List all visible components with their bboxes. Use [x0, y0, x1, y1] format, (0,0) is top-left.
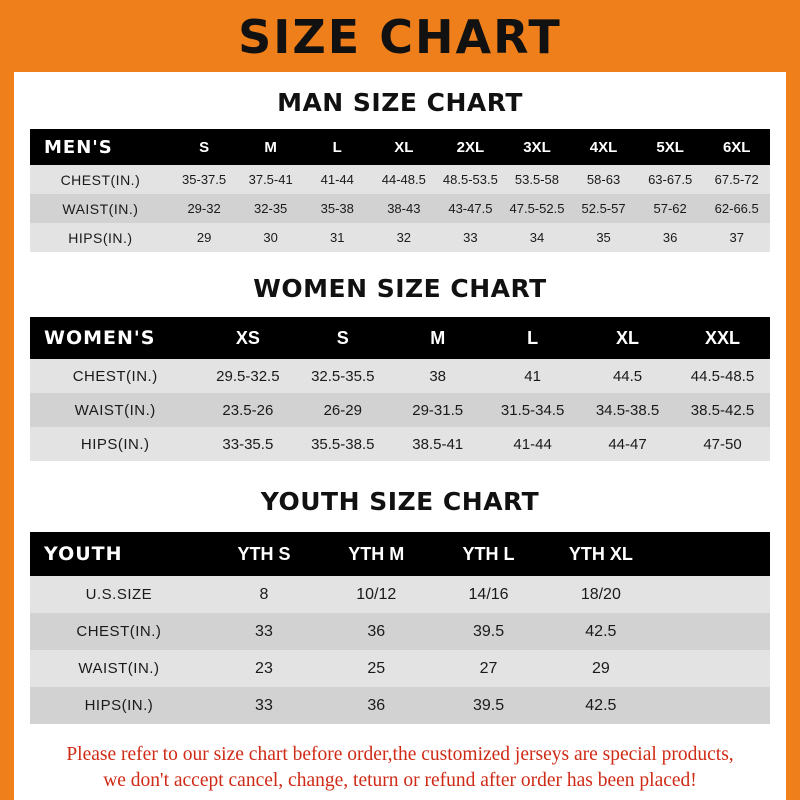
cell: 41-44 [485, 427, 580, 461]
cell: 29 [545, 650, 657, 687]
cell: 37.5-41 [237, 165, 304, 194]
row-label-hips: HIPS(IN.) [30, 427, 200, 461]
cell: 35.5-38.5 [295, 427, 390, 461]
cell: 29-32 [171, 194, 238, 223]
cell: 23 [208, 650, 320, 687]
column-header-yth-l: YTH L [432, 532, 544, 576]
cell: 37 [703, 223, 770, 252]
cell: 38.5-41 [390, 427, 485, 461]
cell: 27 [432, 650, 544, 687]
column-header-yth-m: YTH M [320, 532, 432, 576]
cell: 44-47 [580, 427, 675, 461]
column-header-yth-s: YTH S [208, 532, 320, 576]
row-label-chest: CHEST(IN.) [30, 613, 208, 650]
cell: 42.5 [545, 613, 657, 650]
cell: 34.5-38.5 [580, 393, 675, 427]
cell: 33-35.5 [200, 427, 295, 461]
cell: 30 [237, 223, 304, 252]
cell: 44-48.5 [371, 165, 438, 194]
column-header-yth-xl: YTH XL [545, 532, 657, 576]
cell: 58-63 [570, 165, 637, 194]
note-line-2: we don't accept cancel, change, teturn or refund after order has been placed! [103, 770, 697, 792]
cell: 36 [637, 223, 704, 252]
cell-spacer [657, 576, 770, 613]
table-header-row [30, 317, 770, 359]
cell: 29-31.5 [390, 393, 485, 427]
cell: 48.5-53.5 [437, 165, 504, 194]
cell: 41-44 [304, 165, 371, 194]
row-label-waist: WAIST(IN.) [30, 650, 208, 687]
table-row [30, 165, 770, 194]
cell: 44.5 [580, 359, 675, 393]
women-section-title: WOMEN SIZE CHART [253, 274, 547, 303]
cell: 32 [371, 223, 438, 252]
cell: 34 [504, 223, 571, 252]
column-header-s: S [295, 317, 390, 359]
cell: 31 [304, 223, 371, 252]
cell: 52.5-57 [570, 194, 637, 223]
banner [0, 0, 800, 72]
cell: 67.5-72 [703, 165, 770, 194]
column-header-2xl: 2XL [437, 129, 504, 165]
youth-section-title: YOUTH SIZE CHART [260, 487, 540, 516]
cell: 8 [208, 576, 320, 613]
table-row [30, 393, 770, 427]
cell: 18/20 [545, 576, 657, 613]
cell: 33 [437, 223, 504, 252]
cell: 62-66.5 [703, 194, 770, 223]
column-header-s: S [171, 129, 238, 165]
row-label-hips: HIPS(IN.) [30, 223, 171, 252]
table-header-row [30, 532, 770, 576]
column-header-6xl: 6XL [703, 129, 770, 165]
table-row [30, 613, 770, 650]
note-line-1: Please refer to our size chart before order,the customized jerseys are special products, [66, 744, 734, 765]
column-header-3xl: 3XL [504, 129, 571, 165]
cell: 35 [570, 223, 637, 252]
cell: 57-62 [637, 194, 704, 223]
cell: 32-35 [237, 194, 304, 223]
cell-spacer [657, 650, 770, 687]
cell: 63-67.5 [637, 165, 704, 194]
cell: 44.5-48.5 [675, 359, 770, 393]
cell: 33 [208, 613, 320, 650]
cell: 39.5 [432, 613, 544, 650]
women-size-table [30, 317, 770, 461]
cell: 47-50 [675, 427, 770, 461]
cell: 33 [208, 687, 320, 724]
youth-size-table [30, 532, 770, 724]
cell: 38-43 [371, 194, 438, 223]
column-header-mens: MEN'S [30, 129, 171, 165]
row-label-chest: CHEST(IN.) [30, 165, 171, 194]
cell: 35-38 [304, 194, 371, 223]
cell: 36 [320, 613, 432, 650]
man-size-table [30, 129, 770, 252]
cell: 53.5-58 [504, 165, 571, 194]
cell: 41 [485, 359, 580, 393]
row-label-hips: HIPS(IN.) [30, 687, 208, 724]
column-header-m: M [390, 317, 485, 359]
column-header-l: L [304, 129, 371, 165]
page-title: SIZE CHART [238, 10, 562, 64]
column-header-womens: WOMEN'S [30, 317, 200, 359]
cell: 38 [390, 359, 485, 393]
column-header-xs: XS [200, 317, 295, 359]
cell: 14/16 [432, 576, 544, 613]
column-header-5xl: 5XL [637, 129, 704, 165]
column-header-youth: YOUTH [30, 532, 208, 576]
cell: 25 [320, 650, 432, 687]
man-section-title: MAN SIZE CHART [277, 88, 523, 117]
cell: 42.5 [545, 687, 657, 724]
table-row [30, 687, 770, 724]
table-row [30, 223, 770, 252]
cell: 29.5-32.5 [200, 359, 295, 393]
column-header-spacer [657, 532, 770, 576]
row-label-waist: WAIST(IN.) [30, 194, 171, 223]
column-header-l: L [485, 317, 580, 359]
order-policy-note [30, 742, 770, 795]
table-row [30, 427, 770, 461]
table-row [30, 576, 770, 613]
cell-spacer [657, 613, 770, 650]
cell: 23.5-26 [200, 393, 295, 427]
table-header-row [30, 129, 770, 165]
column-header-xxl: XXL [675, 317, 770, 359]
cell: 47.5-52.5 [504, 194, 571, 223]
column-header-xl: XL [580, 317, 675, 359]
cell: 26-29 [295, 393, 390, 427]
cell: 39.5 [432, 687, 544, 724]
cell: 36 [320, 687, 432, 724]
column-header-4xl: 4XL [570, 129, 637, 165]
cell: 31.5-34.5 [485, 393, 580, 427]
cell-spacer [657, 687, 770, 724]
row-label-us-size: U.S.SIZE [30, 576, 208, 613]
table-row [30, 359, 770, 393]
content [14, 88, 786, 795]
cell: 35-37.5 [171, 165, 238, 194]
cell: 29 [171, 223, 238, 252]
cell: 43-47.5 [437, 194, 504, 223]
table-row [30, 194, 770, 223]
column-header-xl: XL [371, 129, 438, 165]
row-label-chest: CHEST(IN.) [30, 359, 200, 393]
row-label-waist: WAIST(IN.) [30, 393, 200, 427]
cell: 32.5-35.5 [295, 359, 390, 393]
cell: 10/12 [320, 576, 432, 613]
table-row [30, 650, 770, 687]
cell: 38.5-42.5 [675, 393, 770, 427]
column-header-m: M [237, 129, 304, 165]
